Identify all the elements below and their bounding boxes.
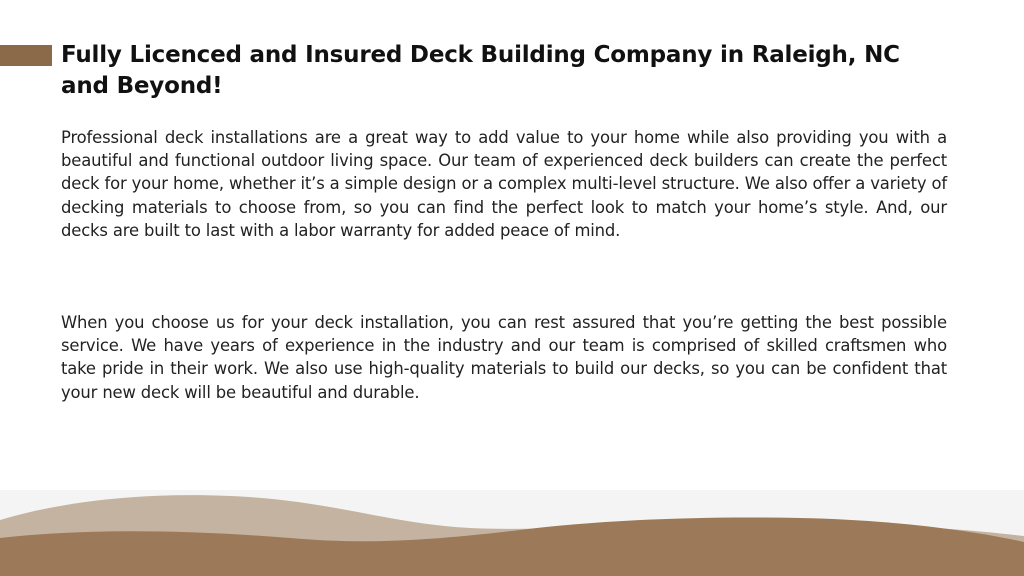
decorative-wave-footer bbox=[0, 490, 1024, 576]
page-title: Fully Licenced and Insured Deck Building Company in Raleigh, NC and Beyond! bbox=[61, 42, 900, 99]
body-paragraph-2: When you choose us for your deck installation, you can rest assured that you’re getting the best possible service. We have years of experience in the industry and our team is comprised of skilled craftsmen who take pride in their work. We also use high-quality materials to build our decks, so you can be confident that your new deck will be beautiful and durable. bbox=[61, 313, 947, 402]
body-paragraph-1: Professional deck installations are a great way to add value to your home while also providing you with a beautiful and functional outdoor living space. Our team of experienced deck builders can create the perfect deck for your home, whether it’s a simple design or a complex multi-level structure. We also offer a variety of decking materials to choose from, so you can find the perfect look to match your home’s style. And, our decks are built to last with a labor warranty for added peace of mind. bbox=[61, 128, 947, 240]
title-accent-bar bbox=[0, 45, 52, 66]
